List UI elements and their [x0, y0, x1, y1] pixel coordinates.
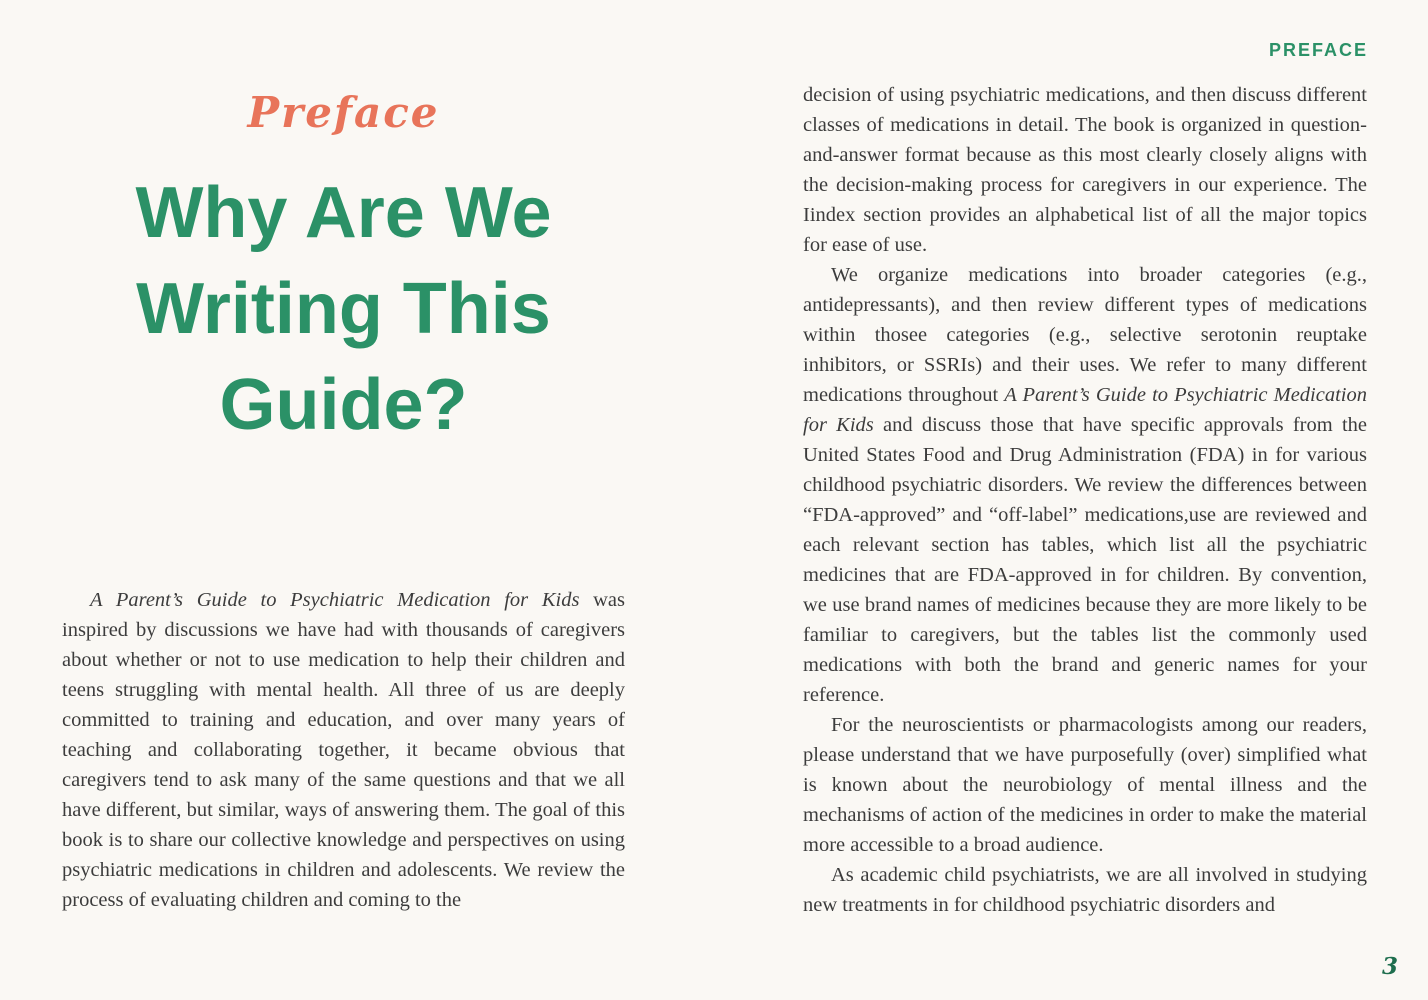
- right-column: [803, 80, 1367, 920]
- page-number: 3: [1381, 953, 1398, 980]
- running-head: PREFACE: [1268, 40, 1368, 60]
- chapter-title-line-2: Writing This: [136, 269, 551, 349]
- right-paragraph-2-after: and discuss those that have specific approvals from the United States Food and Drug Administration (FDA) in for various childhood psychiatric disorders. We review the differences between “FDA-approved” and “off-label” medications,use are reviewed and each relevant section has tables, which list all the psychiatric medicines that are FDA-approved in for children. By convention, we use brand names of medicines because they are more likely to be familiar to caregivers, but the tables list the commonly used medications with both the brand and generic names for your reference.: [803, 414, 1367, 706]
- left-column: [62, 0, 625, 911]
- chapter-title-line-1: Why Are We: [135, 173, 552, 253]
- chapter-title-line-3: Guide?: [219, 365, 468, 445]
- right-paragraph-2-before: We organize medications into broader categories (e.g., antidepressants), and then review different types of medications within thosee categories (e.g., selective serotonin reuptake inhibitors, or SSRIs) and their uses. We refer to many different medications throughout: [803, 264, 1367, 406]
- chapter-title: [62, 165, 625, 453]
- right-paragraph-4: As academic child psychiatrists, we are all involved in studying new treatments in for childhood psychiatric disorders and: [803, 864, 1367, 916]
- book-title-italic: A Parent’s Guide to Psychiatric Medication for Kids: [803, 384, 1367, 436]
- left-body-paragraph: [62, 585, 625, 915]
- right-paragraph-2: [803, 260, 1367, 710]
- chapter-kicker: Preface: [247, 88, 440, 137]
- right-paragraph-1: decision of using psychiatric medications, and then discuss different classes of medications in detail. The book is organized in question-and-answer format because as this most clearly closely aligns with the decision-making process for caregivers in our experience. The Iindex section provides an alphabetical list of all the major topics for ease of use.: [803, 84, 1367, 256]
- book-title-italic: A Parent’s Guide to Psychiatric Medication for Kids: [90, 589, 580, 611]
- right-paragraph-3: For the neuroscientists or pharmacologists among our readers, please understand that we have purposefully (over) simplified what is known about the neurobiology of mental illness and the mechanisms of action of the medicines in order to make the material more accessible to a broad audience.: [803, 714, 1367, 856]
- left-body-paragraph-text: was inspired by discussions we have had with thousands of caregivers about whether or not to use medication to help their children and teens struggling with mental health. All three of us are deeply committed to training and education, and over many years of teaching and collaborating together, it became obvious that caregivers tend to ask many of the same questions and that we all have different, but similar, ways of answering them. The goal of this book is to share our collective knowledge and perspectives on using psychiatric medications in children and adolescents. We review the process of evaluating children and coming to the: [62, 589, 625, 911]
